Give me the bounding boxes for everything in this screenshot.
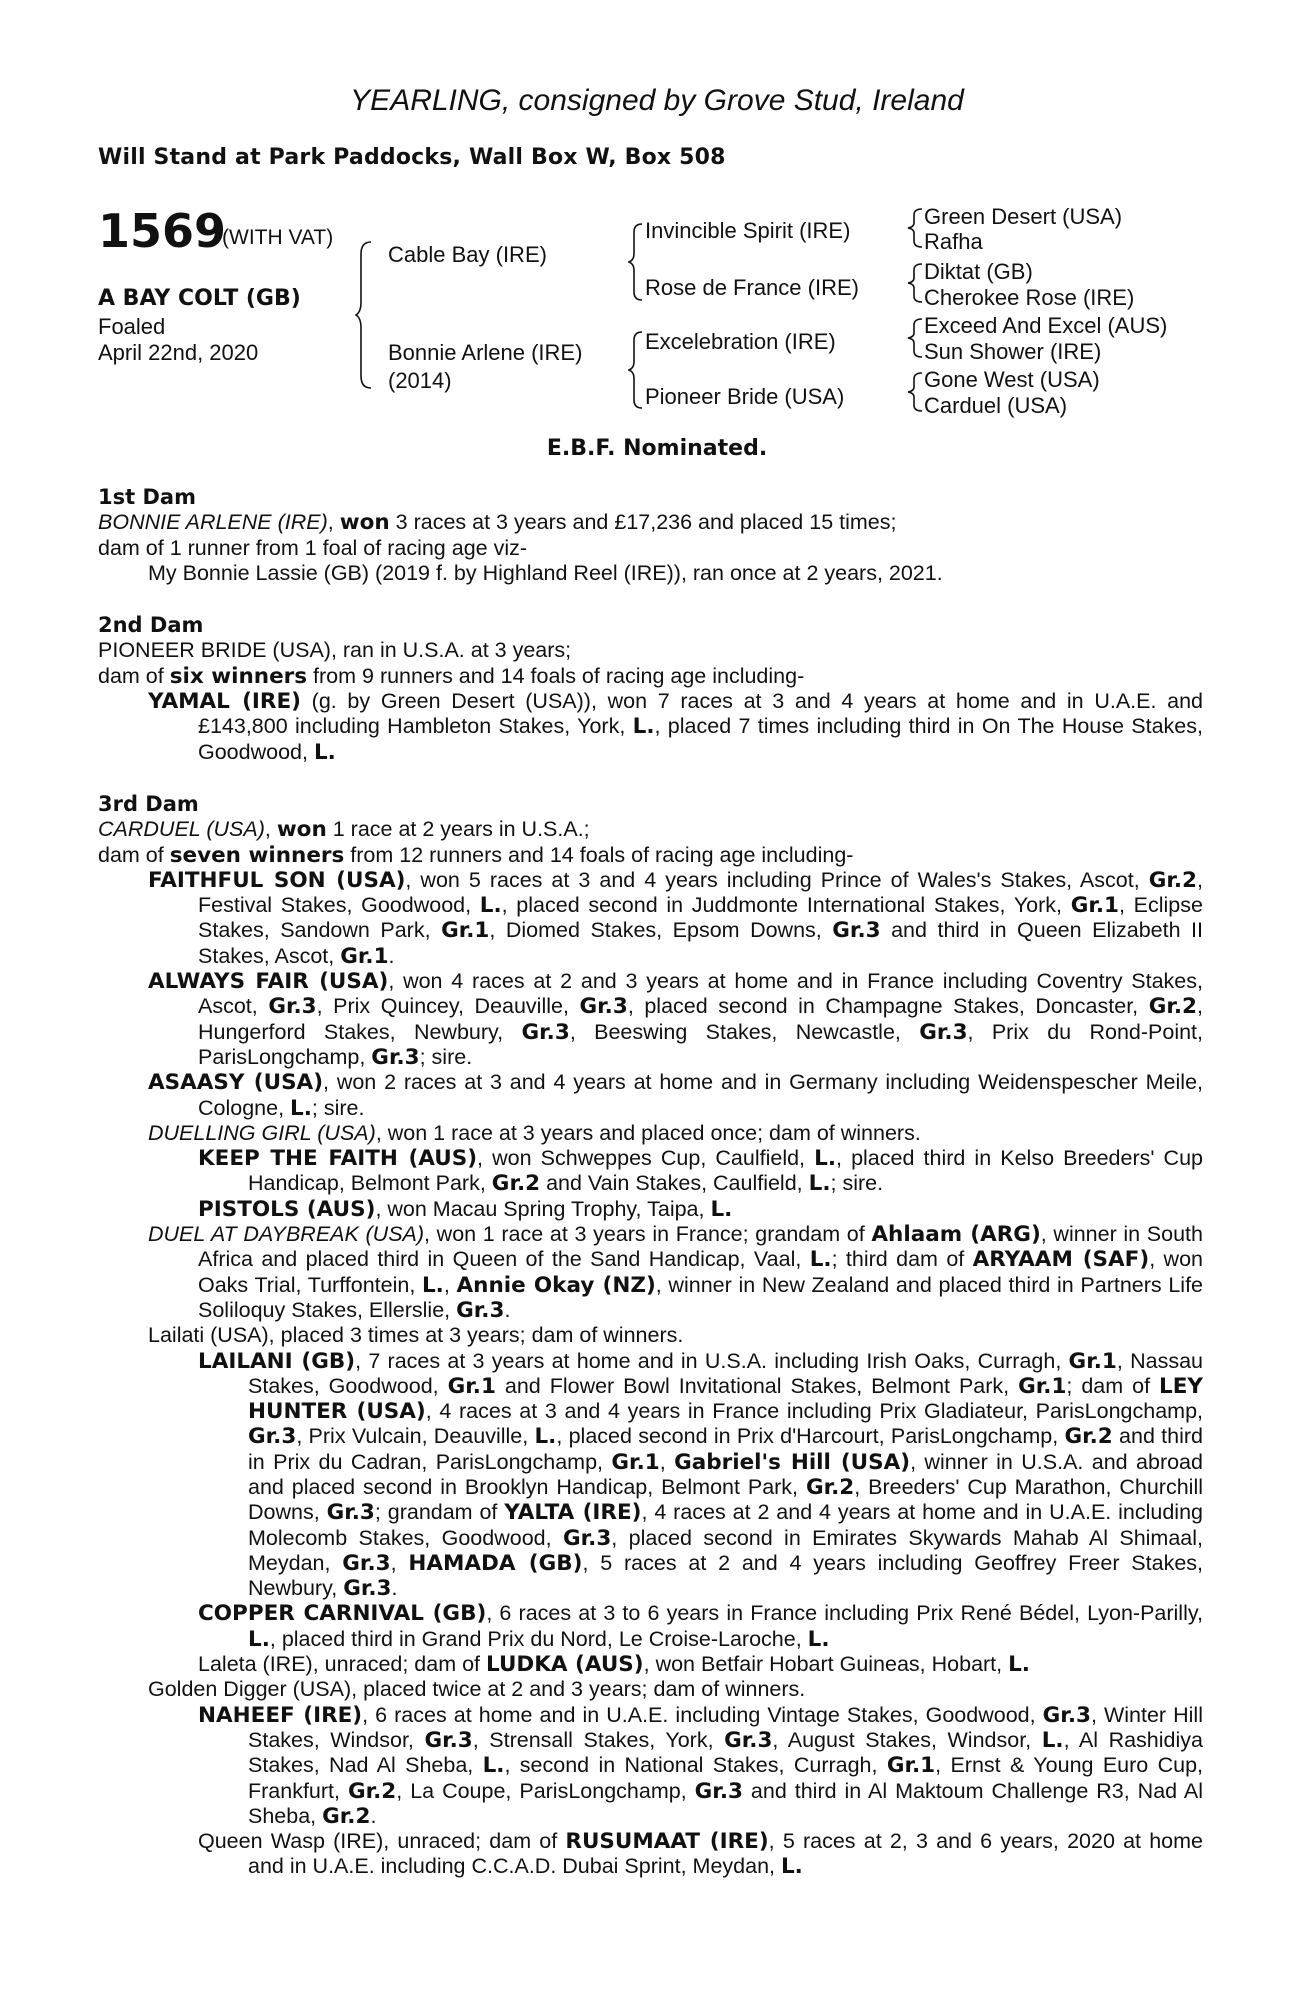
horse-name: NAHEEF (IRE) <box>198 1702 363 1728</box>
race-grade: Gr.3 <box>724 1727 773 1753</box>
produce-entry-naheef <box>98 1703 1203 1829</box>
won-text: won <box>276 817 327 843</box>
produce-entry-always-fair <box>98 969 1203 1070</box>
text: , Prix du Rond-Point, ParisLongchamp, <box>198 1019 1203 1069</box>
horse-name: LEY HUNTER (USA) <box>248 1373 1203 1425</box>
produce-entry-asaasy <box>98 1070 1203 1121</box>
text: . <box>370 1803 377 1828</box>
race-grade: L. <box>808 1171 831 1197</box>
race-grade: Gr.3 <box>342 1550 391 1576</box>
pedigree-brace-sire <box>628 222 646 302</box>
horse-name: Ahlaam (ARG) <box>871 1222 1041 1248</box>
race-grade: L. <box>710 1196 733 1222</box>
text: 3 races at 3 years and £17,236 and placed 15 times; <box>389 510 897 535</box>
text: ; sire. <box>830 1171 884 1196</box>
race-grade: Gr.1 <box>340 943 389 969</box>
text: and third in Queen Elizabeth II Stakes, Ascot, <box>198 918 1204 968</box>
second-dam-heading: 2nd Dam <box>98 613 204 638</box>
horse-name: DUEL AT DAYBREAK (USA) <box>148 1222 425 1247</box>
text: dam of <box>98 842 170 867</box>
text: , placed second in Prix d'Harcourt, ParisLongchamp, <box>556 1424 1065 1449</box>
text: , won Macau Spring Trophy, Taipa, <box>375 1196 711 1221</box>
text: , <box>443 1272 457 1297</box>
great-grandsire-1: Green Desert (USA) <box>924 204 1123 229</box>
text: ; dam of <box>1066 1373 1160 1398</box>
produce-entry-laleta <box>98 1652 1203 1677</box>
text: , Nassau Stakes, Goodwood, <box>248 1348 1203 1398</box>
race-grade: Gr.2 <box>491 1171 541 1197</box>
horse-name: Annie Okay (NZ) <box>456 1272 656 1298</box>
race-grade: Gr.1 <box>1068 1348 1117 1374</box>
text: , Festival Stakes, Goodwood, <box>198 867 1203 918</box>
text: , won Schweppes Cup, Caulfield, <box>477 1146 815 1171</box>
text: , second in National Stakes, Curragh, <box>504 1753 887 1778</box>
produce-entry-queen-wasp <box>98 1829 1203 1880</box>
third-dam-heading: 3rd Dam <box>98 791 199 816</box>
text: , Diomed Stakes, Epsom Downs, <box>489 918 833 943</box>
text: , placed second in Emirates Skywards Mahab Al Shimaal, Meydan, <box>248 1525 1203 1575</box>
text: dam of <box>98 663 170 688</box>
race-grade: Gr.2 <box>322 1803 371 1829</box>
dam-sire-name: Excelebration (IRE) <box>645 329 836 354</box>
text: , August Stakes, Windsor, <box>772 1727 1042 1752</box>
race-grade: L. <box>421 1272 444 1298</box>
race-grade: Gr.3 <box>371 1044 420 1070</box>
race-grade: L. <box>814 1146 836 1172</box>
first-dam-produce-intro: dam of 1 runner from 1 foal of racing age viz- <box>98 535 528 560</box>
horse-name: KEEP THE FAITH (AUS) <box>198 1146 478 1172</box>
text: , placed third in Kelso Breeders' Cup Handicap, Belmont Park, <box>248 1146 1204 1196</box>
great-grandsire-7: Gone West (USA) <box>924 367 1100 392</box>
text: , winner in New Zealand and placed third in Partners Life Soliloquy Stakes, Ellerslie, <box>198 1272 1203 1322</box>
pedigree-brace-main <box>355 240 375 390</box>
race-grade: Gr.3 <box>248 1424 297 1450</box>
horse-name: RUSUMAAT (IRE) <box>565 1829 769 1855</box>
race-grade: Gr.3 <box>456 1297 505 1323</box>
race-grade: Gr.3 <box>343 1576 392 1602</box>
race-grade: Gr.2 <box>1148 867 1198 893</box>
text: , 4 races at 2 and 4 years at home and in U.A.E. including Molecomb Stakes, Goodwood, <box>248 1500 1203 1550</box>
text: (g. by Green Desert (USA)), won 7 races at 3 and 4 years at home and in U.A.E. and £143,800 including Hambleton Stakes, York, <box>198 689 1204 739</box>
text: . <box>504 1297 511 1322</box>
text: and third in Prix du Cadran, ParisLongchamp, <box>248 1424 1203 1474</box>
text: , 4 races at 3 and 4 years in France including Prix Gladiateur, ParisLongchamp, <box>425 1399 1203 1424</box>
great-granddam-4: Cherokee Rose (IRE) <box>924 285 1135 310</box>
text: ; grandam of <box>374 1500 505 1525</box>
race-grade: L. <box>632 714 655 740</box>
first-dam-heading: 1st Dam <box>98 485 196 509</box>
dam-name: Bonnie Arlene (IRE) <box>388 340 583 365</box>
text: , won 5 races at 3 and 4 years including Prince of Wales's Stakes, Ascot, <box>405 867 1149 892</box>
great-grandsire-3: Diktat (GB) <box>924 259 1033 284</box>
text: , Breeders' Cup Marathon, Churchill Downs, <box>248 1474 1204 1525</box>
horse-name: COPPER CARNIVAL (GB) <box>198 1601 487 1627</box>
race-grade: Gr.1 <box>886 1753 936 1779</box>
sire-dam-name: Rose de France (IRE) <box>645 275 859 300</box>
text: , Prix Vulcain, Deauville, <box>296 1424 535 1449</box>
produce-entry-faithful-son <box>98 868 1203 969</box>
text: , won Oaks Trial, Turffontein, <box>198 1247 1203 1297</box>
race-grade: Gr.3 <box>268 994 317 1020</box>
race-grade: Gr.2 <box>1064 1424 1113 1450</box>
text: , Strensall Stakes, York, <box>472 1727 725 1752</box>
text: and Vain Stakes, Caulfield, <box>540 1171 809 1196</box>
text: , <box>390 1550 409 1575</box>
produce-entry-golden-digger: Golden Digger (USA), placed twice at 2 and 3 years; dam of winners. <box>148 1677 806 1702</box>
race-grade: Gr.3 <box>919 1019 968 1045</box>
lot-description: A BAY COLT (GB) <box>98 286 301 311</box>
text: ; sire. <box>419 1044 473 1069</box>
race-grade: L. <box>809 1247 832 1273</box>
text: . <box>388 943 395 968</box>
horse-name: LAILANI (GB) <box>198 1348 356 1374</box>
race-grade: Gr.3 <box>521 1019 570 1045</box>
text: from 12 runners and 14 foals of racing age including- <box>344 842 854 867</box>
race-grade: Gr.1 <box>1018 1373 1067 1399</box>
horse-name: YAMAL (IRE) <box>148 689 301 715</box>
horse-name: ALWAYS FAIR (USA) <box>148 969 389 995</box>
winners-count: seven winners <box>169 842 345 868</box>
race-grade: Gr.3 <box>579 994 628 1020</box>
produce-entry-lailati: Lailati (USA), placed 3 times at 3 years; dam of winners. <box>148 1323 684 1348</box>
horse-name: FAITHFUL SON (USA) <box>148 867 406 893</box>
race-grade: L. <box>1041 1727 1064 1753</box>
text: ; sire. <box>311 1095 365 1120</box>
race-grade: L. <box>807 1626 830 1652</box>
dam-name-text: BONNIE ARLENE (IRE) <box>98 510 328 535</box>
race-grade: L. <box>780 1854 803 1880</box>
lot-number: 1569 <box>98 204 227 258</box>
horse-name: DUELLING GIRL (USA) <box>148 1120 376 1145</box>
foaled-label: Foaled <box>98 314 166 339</box>
race-grade: L. <box>290 1095 312 1121</box>
produce-entry-lailani <box>98 1349 1203 1602</box>
text: , placed second in Juddmonte International Stakes, York, <box>501 893 1071 918</box>
pedigree-brace-dam <box>628 330 646 410</box>
text: , <box>327 510 340 535</box>
text: , 7 races at 3 years at home and in U.S.A. including Irish Oaks, Curragh, <box>355 1348 1069 1373</box>
text: and third in Al Maktoum Challenge R3, Nad Al Sheba, <box>248 1778 1203 1828</box>
great-grandsire-5: Exceed And Excel (AUS) <box>924 313 1168 338</box>
race-grade: Gr.2 <box>1148 994 1198 1020</box>
first-dam-line <box>98 510 1203 535</box>
race-grade: Gr.3 <box>832 918 881 944</box>
text: , 5 races at 2, 3 and 6 years, 2020 at home and in U.A.E. including C.C.A.D. Dubai Sprint, Meydan, <box>248 1829 1203 1879</box>
winners-count: six winners <box>169 663 308 689</box>
horse-name: ASAASY (USA) <box>148 1070 324 1096</box>
race-grade: L. <box>1008 1652 1030 1678</box>
text: , winner in U.S.A. and abroad and placed second in Brooklyn Handicap, Belmont Park, <box>248 1449 1203 1499</box>
race-grade: L. <box>482 1753 505 1779</box>
text: , won 2 races at 3 and 4 years at home and in Germany including Weidenspescher Meile, Cologne, <box>198 1070 1203 1120</box>
horse-name: PISTOLS (AUS) <box>198 1196 376 1222</box>
pedigree-brace-g2 <box>906 262 926 304</box>
dam-year: (2014) <box>388 368 452 393</box>
text: , Eclipse Stakes, Sandown Park, <box>198 893 1203 943</box>
horse-name: ARYAAM (SAF) <box>972 1247 1150 1273</box>
race-grade: Gr.3 <box>562 1525 612 1551</box>
sire-sire-name: Invincible Spirit (IRE) <box>645 218 851 243</box>
won-text: won <box>339 510 390 536</box>
text: , placed third in Grand Prix du Nord, Le Croise-Laroche, <box>269 1626 808 1651</box>
third-dam-produce-intro <box>98 843 1203 868</box>
text: , Hungerford Stakes, Newbury, <box>198 994 1203 1044</box>
third-dam-line <box>98 817 1203 842</box>
race-grade: Gr.3 <box>424 1727 473 1753</box>
text: , placed second in Champagne Stakes, Doncaster, <box>627 994 1149 1019</box>
text: , Ernst & Young Euro Cup, Frankfurt, <box>248 1753 1203 1803</box>
great-granddam-8: Carduel (USA) <box>924 393 1068 418</box>
horse-name: Gabriel's Hill (USA) <box>674 1449 911 1475</box>
horse-name: YALTA (IRE) <box>504 1500 642 1526</box>
ebf-nomination: E.B.F. Nominated. <box>546 436 768 461</box>
text: , <box>264 817 277 842</box>
text: ; third dam of <box>831 1247 973 1272</box>
race-grade: L. <box>479 893 502 919</box>
text: , won 1 race at 3 years and placed once; dam of winners. <box>375 1120 921 1145</box>
great-granddam-2: Rafha <box>924 229 983 254</box>
race-grade: L. <box>534 1424 557 1450</box>
produce-record <box>98 485 1203 1880</box>
text: 1 race at 2 years in U.S.A.; <box>326 817 590 842</box>
race-grade: Gr.1 <box>611 1449 660 1475</box>
text: and Flower Bowl Invitational Stakes, Belmont Park, <box>495 1373 1019 1398</box>
race-grade: Gr.1 <box>441 918 490 944</box>
foaled-date: April 22nd, 2020 <box>98 340 259 365</box>
text: , won 4 races at 2 and 3 years at home and in France including Coventry Stakes, Ascot, <box>198 969 1203 1019</box>
produce-entry-pistols <box>98 1197 1203 1222</box>
text: , won 1 race at 3 years in France; grandam of <box>424 1222 872 1247</box>
first-dam-produce-entry: My Bonnie Lassie (GB) (2019 f. by Highland Reel (IRE)), ran once at 2 years, 2021. <box>148 560 943 585</box>
text: , La Coupe, ParisLongchamp, <box>396 1778 695 1803</box>
produce-entry-copper-carnival <box>98 1601 1203 1652</box>
race-grade: Gr.3 <box>1042 1702 1091 1728</box>
text: , 6 races at 3 to 6 years in France including Prix René Bédel, Lyon-Parilly, <box>486 1601 1203 1626</box>
race-grade: Gr.2 <box>805 1474 855 1500</box>
foaled-info <box>98 314 258 366</box>
dam-dam-name: Pioneer Bride (USA) <box>645 384 845 409</box>
text: , winner in South Africa and placed third in Queen of the Sand Handicap, Vaal, <box>198 1222 1203 1272</box>
consignment-line: YEARLING, consigned by Grove Stud, Ireland <box>350 84 964 117</box>
horse-name: HAMADA (GB) <box>408 1550 583 1576</box>
race-grade: L. <box>313 739 336 765</box>
text: , 5 races at 2 and 4 years including Geoffrey Freer Stakes, Newbury, <box>248 1550 1204 1601</box>
stand-location: Will Stand at Park Paddocks, Wall Box W, Box 508 <box>98 145 726 170</box>
text: , <box>659 1449 675 1474</box>
text: , placed 7 times including third in On The House Stakes, Goodwood, <box>198 714 1203 764</box>
text: Queen Wasp (IRE), unraced; dam of <box>198 1829 566 1854</box>
text: , Prix Quincey, Deauville, <box>316 994 580 1019</box>
horse-name: LUDKA (AUS) <box>486 1652 644 1678</box>
text: from 9 runners and 14 foals of racing age including- <box>307 663 805 688</box>
race-grade: Gr.3 <box>326 1500 375 1526</box>
text: , won Betfair Hobart Guineas, Hobart, <box>643 1652 1009 1677</box>
race-grade: Gr.2 <box>347 1778 397 1804</box>
text: , Winter Hill Stakes, Windsor, <box>248 1702 1203 1752</box>
pedigree-brace-g3 <box>906 317 926 359</box>
text: , Beeswing Stakes, Newcastle, <box>569 1019 920 1044</box>
race-grade: Gr.1 <box>447 1373 496 1399</box>
pedigree-brace-g4 <box>906 371 926 413</box>
race-grade: L. <box>248 1626 270 1652</box>
second-dam-line: PIONEER BRIDE (USA), ran in U.S.A. at 3 years; <box>98 638 572 663</box>
produce-entry-duel-at-daybreak <box>98 1222 1203 1323</box>
produce-entry-yamal <box>98 689 1203 765</box>
produce-entry-duelling-girl <box>98 1121 1203 1146</box>
text: Laleta (IRE), unraced; dam of <box>198 1652 487 1677</box>
pedigree-brace-g1 <box>906 207 926 249</box>
race-grade: Gr.3 <box>694 1778 743 1804</box>
great-granddam-6: Sun Shower (IRE) <box>924 339 1102 364</box>
text: , 6 races at home and in U.A.E. including Vintage Stakes, Goodwood, <box>362 1702 1043 1727</box>
text: . <box>391 1576 398 1601</box>
dam-name-text: CARDUEL (USA) <box>98 817 265 842</box>
second-dam-produce-intro <box>98 664 1203 689</box>
produce-entry-keep-the-faith <box>98 1146 1203 1197</box>
text: , Al Rashidiya Stakes, Nad Al Sheba, <box>248 1727 1203 1778</box>
vat-note: (WITH VAT) <box>222 226 334 249</box>
race-grade: Gr.1 <box>1070 893 1120 919</box>
sire-name: Cable Bay (IRE) <box>388 242 547 267</box>
